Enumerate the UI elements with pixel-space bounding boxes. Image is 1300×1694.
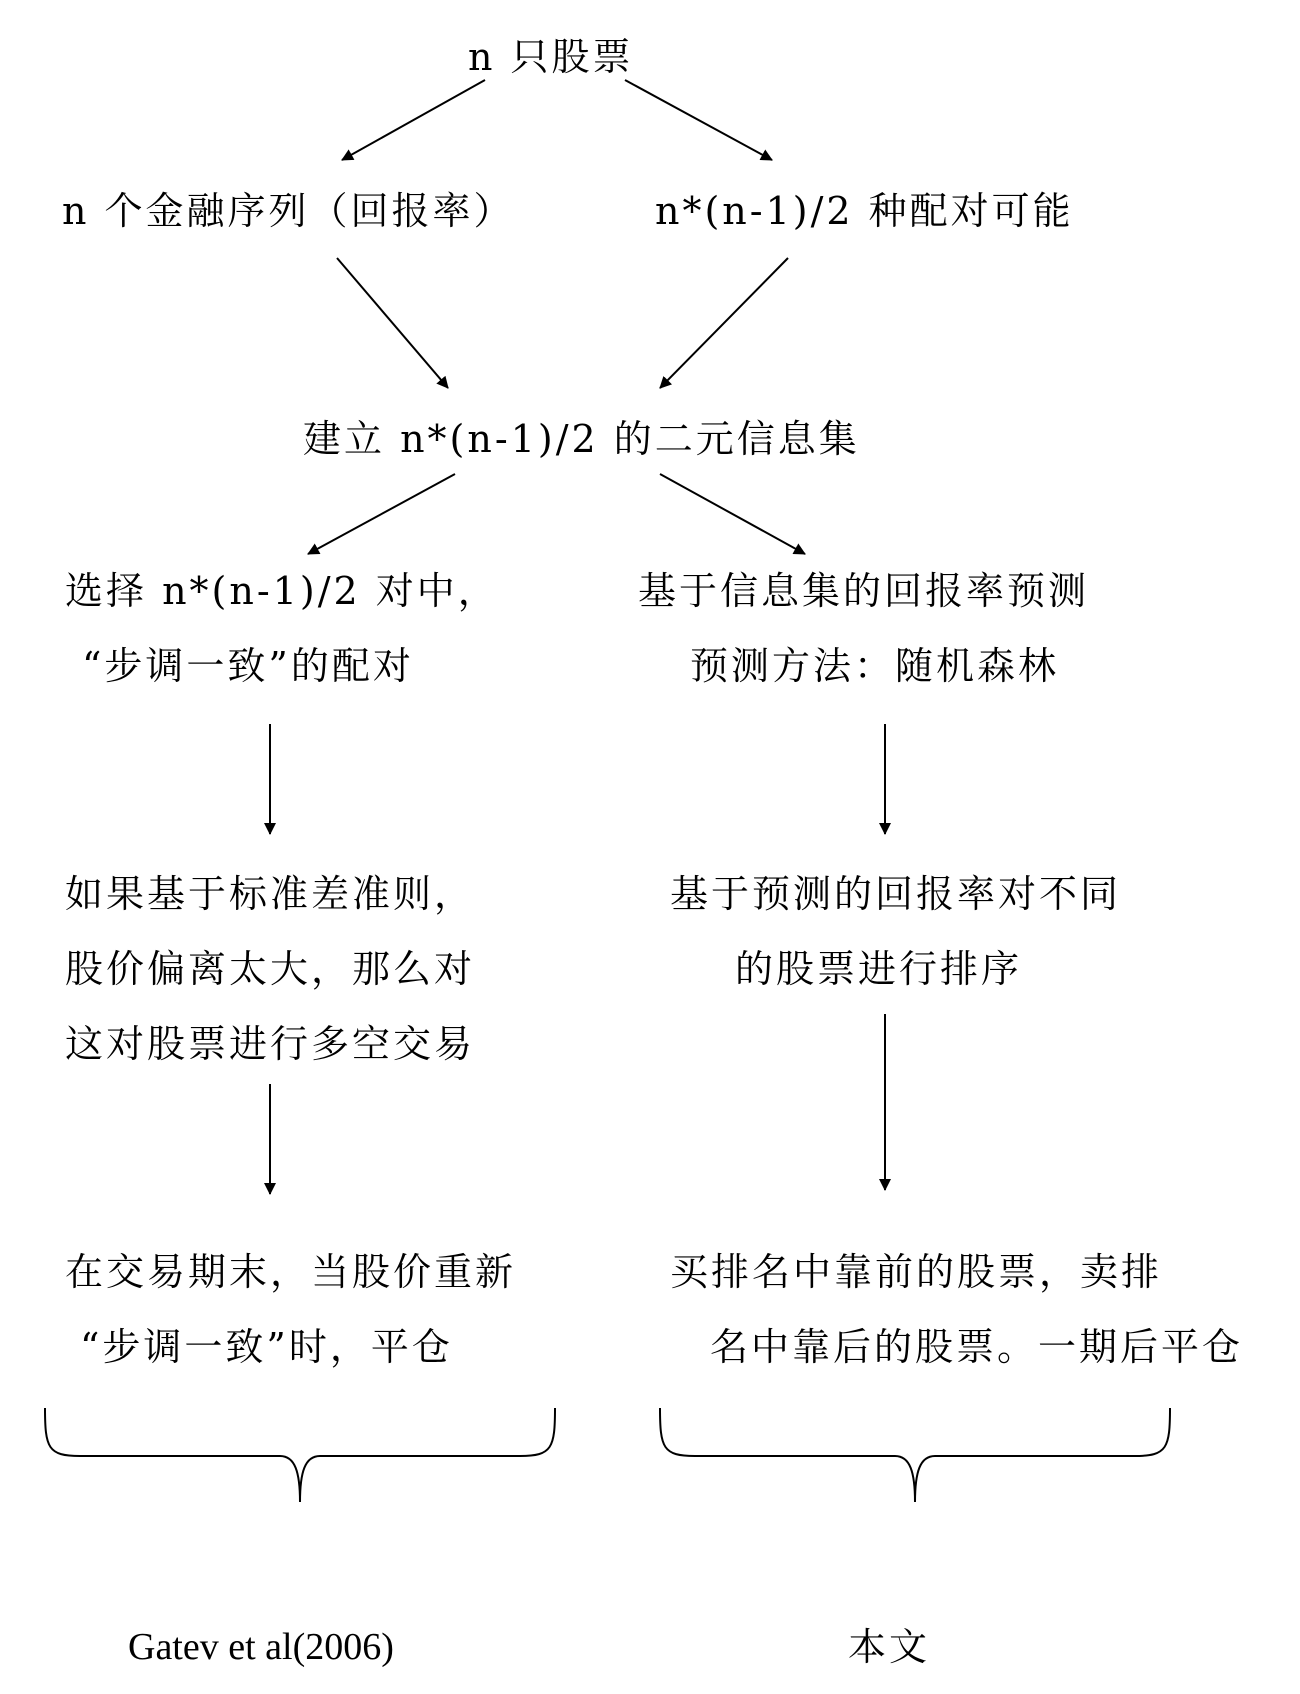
arrow-left-to-infoset bbox=[337, 258, 448, 388]
left-step2-line3: 这对股票进行多空交易 bbox=[65, 1022, 476, 1066]
label-this-paper: 本文 bbox=[848, 1625, 931, 1669]
node-financial-series: n 个金融序列（回报率） bbox=[62, 189, 515, 233]
arrow-infoset-to-right-branch bbox=[660, 474, 805, 554]
right-step2-line1: 基于预测的回报率对不同 bbox=[670, 872, 1122, 916]
left-step2-line1: 如果基于标准差准则， bbox=[65, 872, 476, 916]
node-binary-info-set: 建立 n*(n-1)/2 的二元信息集 bbox=[303, 417, 860, 461]
left-step2-line2: 股价偏离太大，那么对 bbox=[65, 947, 476, 991]
arrow-right-to-infoset bbox=[660, 258, 788, 388]
arrow-root-to-right bbox=[625, 80, 772, 160]
left-step1-line1: 选择 n*(n-1)/2 对中， bbox=[65, 569, 499, 613]
arrow-root-to-left bbox=[342, 80, 485, 160]
right-step1-line1: 基于信息集的回报率预测 bbox=[638, 569, 1090, 613]
right-step3-line2: 名中靠后的股票。一期后平仓 bbox=[710, 1325, 1244, 1369]
right-step2-line2: 的股票进行排序 bbox=[735, 947, 1023, 991]
label-gatev-et-al: Gatev et al(2006) bbox=[128, 1626, 394, 1668]
left-step3-line2: “步调一致”时，平仓 bbox=[80, 1325, 453, 1369]
arrow-infoset-to-left-branch bbox=[308, 474, 455, 554]
left-step3-line1: 在交易期末，当股价重新 bbox=[65, 1250, 517, 1294]
brace-left bbox=[45, 1408, 555, 1502]
node-n-stocks: n 只股票 bbox=[468, 35, 634, 79]
left-step1-line2: “步调一致”的配对 bbox=[82, 644, 414, 688]
node-pair-possibilities: n*(n-1)/2 种配对可能 bbox=[655, 189, 1074, 233]
brace-right bbox=[660, 1408, 1170, 1502]
right-step3-line1: 买排名中靠前的股票，卖排 bbox=[670, 1250, 1163, 1294]
right-step1-line2: 预测方法：随机森林 bbox=[690, 644, 1060, 688]
